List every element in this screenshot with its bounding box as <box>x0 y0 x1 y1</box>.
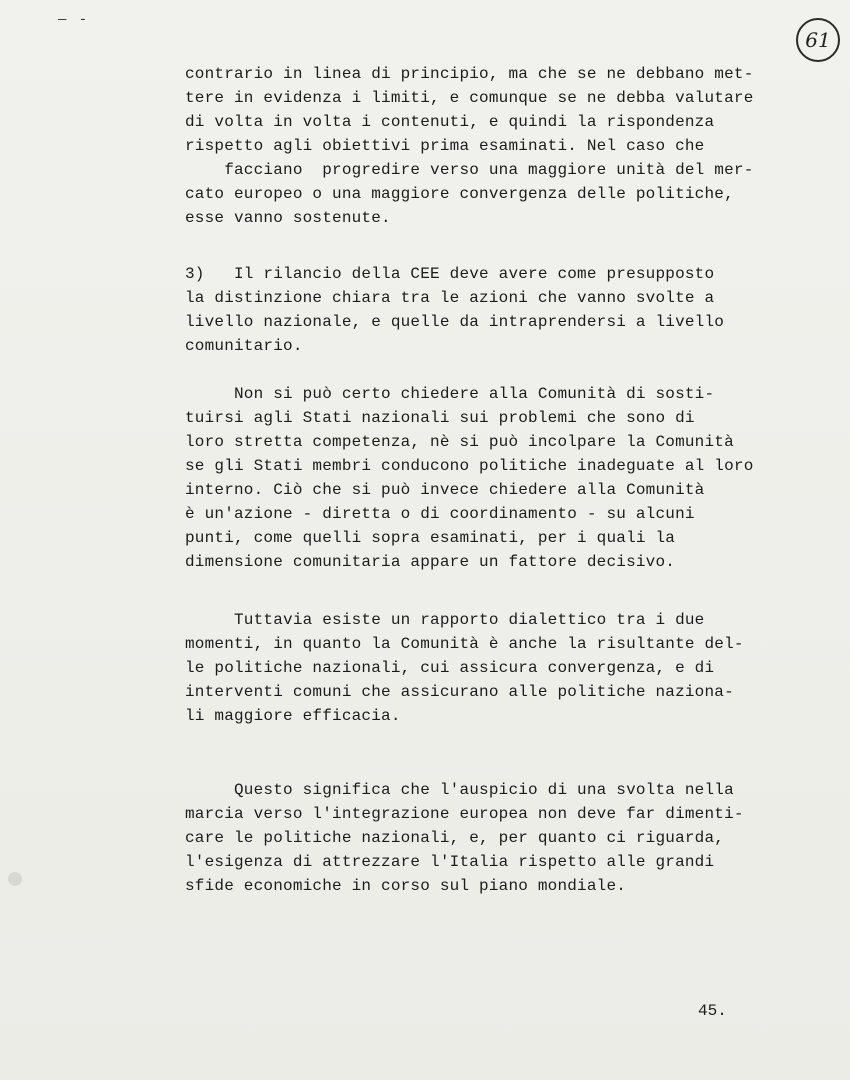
text-line: è un'azione - diretta o di coordinamento - su alcuni <box>185 505 695 523</box>
corner-mark: — - <box>58 12 90 28</box>
text-line: comunitario. <box>185 337 303 355</box>
text-line: li maggiore efficacia. <box>185 707 401 725</box>
binder-hole-mark <box>8 872 22 886</box>
text-line: interno. Ciò che si può invece chiedere alla Comunità <box>185 481 705 499</box>
text-line: care le politiche nazionali, e, per quanto ci riguarda, <box>185 829 725 847</box>
text-line: rispetto agli obiettivi prima esaminati. Nel caso che <box>185 137 705 155</box>
text-line: tuirsi agli Stati nazionali sui problemi che sono di <box>185 409 695 427</box>
paragraph-dialectic <box>185 608 775 728</box>
text-line: contrario in linea di principio, ma che se ne debbano met- <box>185 65 754 83</box>
text-line: esse vanno sostenute. <box>185 209 391 227</box>
text-line: dimensione comunitaria appare un fattore decisivo. <box>185 553 676 571</box>
text-line: facciano progredire verso una maggiore unità del mer- <box>185 161 754 179</box>
text-line: se gli Stati membri conducono politiche inadeguate al loro <box>185 457 754 475</box>
text-line: sfide economiche in corso sul piano mondiale. <box>185 877 627 895</box>
text-line: Questo significa che l'auspicio di una svolta nella <box>185 781 734 799</box>
text-line: interventi comuni che assicurano alle politiche naziona- <box>185 683 734 701</box>
text-line: momenti, in quanto la Comunità è anche la risultante del- <box>185 635 744 653</box>
text-line: l'esigenza di attrezzare l'Italia rispetto alle grandi <box>185 853 715 871</box>
text-line: Non si può certo chiedere alla Comunità di sosti- <box>185 385 715 403</box>
text-line: tere in evidenza i limiti, e comunque se ne debba valutare <box>185 89 754 107</box>
paragraph-conclusion <box>185 778 775 898</box>
text-line: punti, come quelli sopra esaminati, per i quali la <box>185 529 676 547</box>
text-line: loro stretta competenza, nè si può incolpare la Comunità <box>185 433 734 451</box>
page-number: 45. <box>698 1002 727 1020</box>
text-line: marcia verso l'integrazione europea non deve far dimenti- <box>185 805 744 823</box>
archive-number-stamp: 61 <box>796 18 840 62</box>
text-line: 3) Il rilancio della CEE deve avere come presupposto <box>185 265 715 283</box>
text-line: Tuttavia esiste un rapporto dialettico tra i due <box>185 611 705 629</box>
text-line: le politiche nazionali, cui assicura convergenza, e di <box>185 659 715 677</box>
text-line: di volta in volta i contenuti, e quindi la rispondenza <box>185 113 715 131</box>
text-line: livello nazionale, e quelle da intraprendersi a livello <box>185 313 725 331</box>
text-line: la distinzione chiara tra le azioni che vanno svolte a <box>185 289 715 307</box>
text-line: cato europeo o una maggiore convergenza delle politiche, <box>185 185 734 203</box>
paragraph-point-3 <box>185 262 775 358</box>
paragraph-community-role <box>185 382 775 574</box>
paragraph-continuation <box>185 62 775 230</box>
